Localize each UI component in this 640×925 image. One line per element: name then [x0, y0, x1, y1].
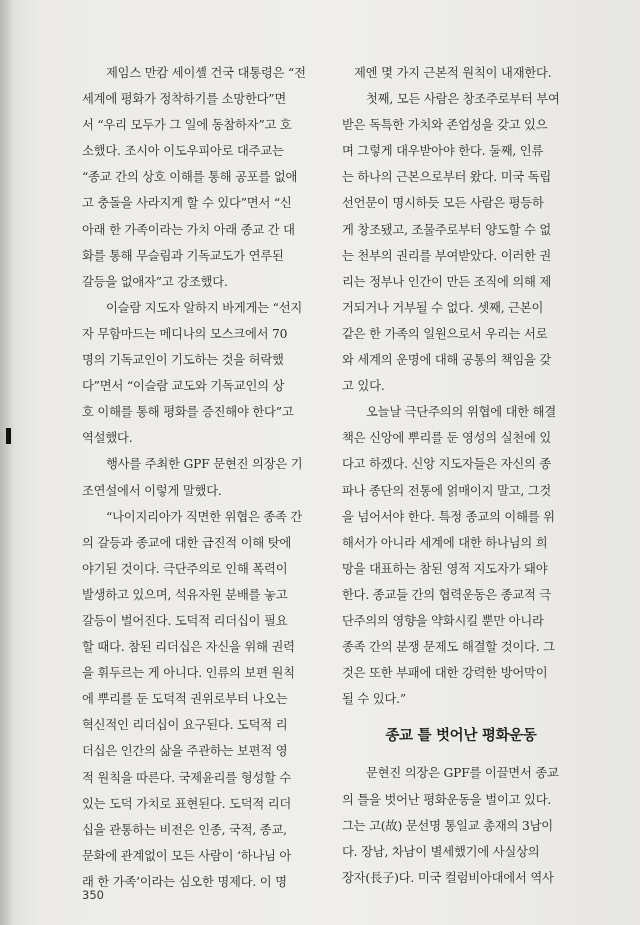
text-line: 와 세계의 운명에 대해 공통의 책임을 갖 [342, 353, 552, 368]
text-line: 있는 도덕 가치로 표현된다. 도덕적 리더 [82, 796, 292, 811]
text-line: 게 창조됐고, 조물주로부터 양도할 수 없 [342, 222, 552, 237]
text-line: 에 뿌리를 둔 도덕적 권위로부터 나오는 [82, 692, 288, 707]
text-line: 의 갈등과 종교에 대한 급진적 이해 탓에 [82, 535, 292, 550]
text-line: 을 휘두르는 게 아니다. 인류의 보편 원칙 [82, 666, 295, 681]
text-line: 받은 독특한 가치와 존엄성을 갖고 있으 [342, 118, 548, 133]
text-line: 고 있다. [342, 379, 385, 394]
text-line: 장자(長子)다. 미국 컬럼비아대에서 역사 [342, 870, 554, 885]
scan-edge-mark [6, 428, 11, 444]
text-line: 화를 통해 무슬림과 기독교도가 연루된 [82, 248, 284, 263]
text-line: 십을 관통하는 비전은 인종, 국적, 종교, [82, 822, 287, 837]
text-line: 아래 한 가족이라는 가치 아래 종교 간 대 [82, 222, 295, 237]
text-line: 갈등이 벌어진다. 도덕적 리더십이 필요 [82, 613, 288, 628]
text-line: 제임스 만캄 세이셸 건국 대통령은 “전 [106, 66, 306, 80]
text-line: 소했다. 조시아 이도우피아로 대주교는 [82, 144, 284, 159]
text-line: “종교 간의 상호 이해를 통해 공포를 없애 [82, 170, 298, 185]
text-line: 선언문이 명시하듯 모든 사람은 평등하 [342, 196, 544, 211]
text-line: 파나 종단의 전통에 얽매이지 말고, 그것 [342, 483, 552, 498]
text-line: 더십은 인간의 삶을 주관하는 보편적 영 [82, 744, 288, 759]
text-line: 명의 기독교인이 기도하는 것을 허락했 [82, 353, 284, 368]
text-line: 해서가 아니라 세계에 대한 하나님의 희 [342, 535, 548, 550]
paragraph [82, 60, 320, 295]
text-line: 같은 한 가족의 일원으로서 우리는 서로 [342, 326, 548, 341]
text-line: 문화에 관계없이 모든 사람이 ‘하나님 아 [82, 848, 292, 863]
text-line: 야기된 것이다. 극단주의로 인해 폭력이 [82, 561, 288, 576]
text-line: 오늘날 극단주의의 위협에 대한 해결 [366, 405, 557, 420]
text-line: 래 한 가족’이라는 심오한 명제다. 이 명 [82, 874, 287, 889]
paragraph [342, 399, 580, 712]
gutter-shadow [0, 0, 14, 925]
text-line: 그는 고(故) 문선명 통일교 총재의 3남이 [342, 818, 553, 833]
paragraph [342, 86, 580, 399]
text-line: 호 이해를 통해 평화를 증진해야 한다”고 [82, 405, 294, 420]
text-line: 역설했다. [82, 431, 133, 446]
text-line: 다”면서 “이슬람 교도와 기독교인의 상 [82, 379, 285, 394]
right-column [342, 60, 580, 891]
text-line: 문현진 의장은 GPF를 이끌면서 종교 [366, 766, 559, 781]
text-line: 갈등을 없애자”고 강조했다. [82, 274, 228, 289]
text-line: 제엔 몇 가지 근본적 원칙이 내재한다. [354, 66, 552, 80]
paragraph [82, 295, 320, 452]
paragraph [342, 60, 580, 86]
text-line: 는 하나의 근본으로부터 왔다. 미국 독립 [342, 170, 552, 185]
text-line: 다. 장남, 차남이 별세했기에 사실상의 [342, 844, 540, 859]
text-line: 는 천부의 권리를 부여받았다. 이러한 권 [342, 248, 552, 263]
text-line: 서 “우리 모두가 그 일에 동참하자”고 호 [82, 118, 292, 133]
text-line: 이슬람 지도자 알하지 바게게는 “선지 [106, 300, 303, 315]
text-line: “나이지리아가 직면한 위협은 종족 간 [106, 509, 303, 524]
text-line: 리는 정부나 인간이 만든 조직에 의해 제 [342, 274, 552, 289]
text-line: 첫째, 모든 사람은 창조주로부터 부여 [366, 92, 560, 107]
section-heading: 종교 틀 벗어난 평화운동 [385, 728, 537, 745]
paragraph [82, 504, 320, 895]
paragraph [82, 451, 320, 503]
text-line: 것은 또한 부패에 대한 강력한 방어막이 [342, 666, 548, 681]
text-line: 종족 간의 분쟁 문제도 해결할 것이다. 그 [342, 640, 555, 655]
text-line: 행사를 주최한 GPF 문현진 의장은 기 [106, 457, 303, 472]
text-line: 을 넘어서야 한다. 특정 종교의 이해를 위 [342, 509, 555, 524]
text-line: 다고 하겠다. 신앙 지도자들은 자신의 종 [342, 457, 552, 472]
text-line: 될 수 있다.” [342, 692, 406, 707]
text-line: 한다. 종교들 간의 협력운동은 종교적 극 [342, 587, 552, 602]
page-number: 350 [82, 888, 104, 902]
text-line: 발생하고 있으며, 석유자원 분배를 놓고 [82, 587, 288, 602]
text-line: 할 때다. 참된 리더십은 자신을 위해 권력 [82, 640, 295, 655]
text-line: 단주의의 영향을 약화시킬 뿐만 아니라 [342, 613, 544, 628]
text-line: 망을 대표하는 참된 영적 지도자가 돼야 [342, 561, 548, 576]
text-line: 책은 신앙에 뿌리를 둔 영성의 실천에 있 [342, 431, 552, 446]
text-line: 며 그렇게 대우받아야 한다. 둘째, 인류 [342, 144, 544, 159]
text-line: 거되거나 거부될 수 없다. 셋째, 근본이 [342, 300, 544, 315]
text-line: 세계에 평화가 정착하기를 소망한다”면 [82, 92, 287, 107]
text-line: 의 틀을 벗어난 평화운동을 벌이고 있다. [342, 792, 552, 807]
text-line: 조연설에서 이렇게 말했다. [82, 483, 222, 498]
text-line: 적 원칙을 따른다. 국제윤리를 형성할 수 [82, 770, 292, 785]
text-line: 혁신적인 리더십이 요구된다. 도덕적 리 [82, 718, 288, 733]
text-line: 자 무함마드는 메디나의 모스크에서 70 [82, 326, 288, 341]
text-line: 고 충돌을 사라지게 할 수 있다”면서 “신 [82, 196, 292, 211]
left-column [82, 60, 320, 895]
paragraph [342, 760, 580, 890]
